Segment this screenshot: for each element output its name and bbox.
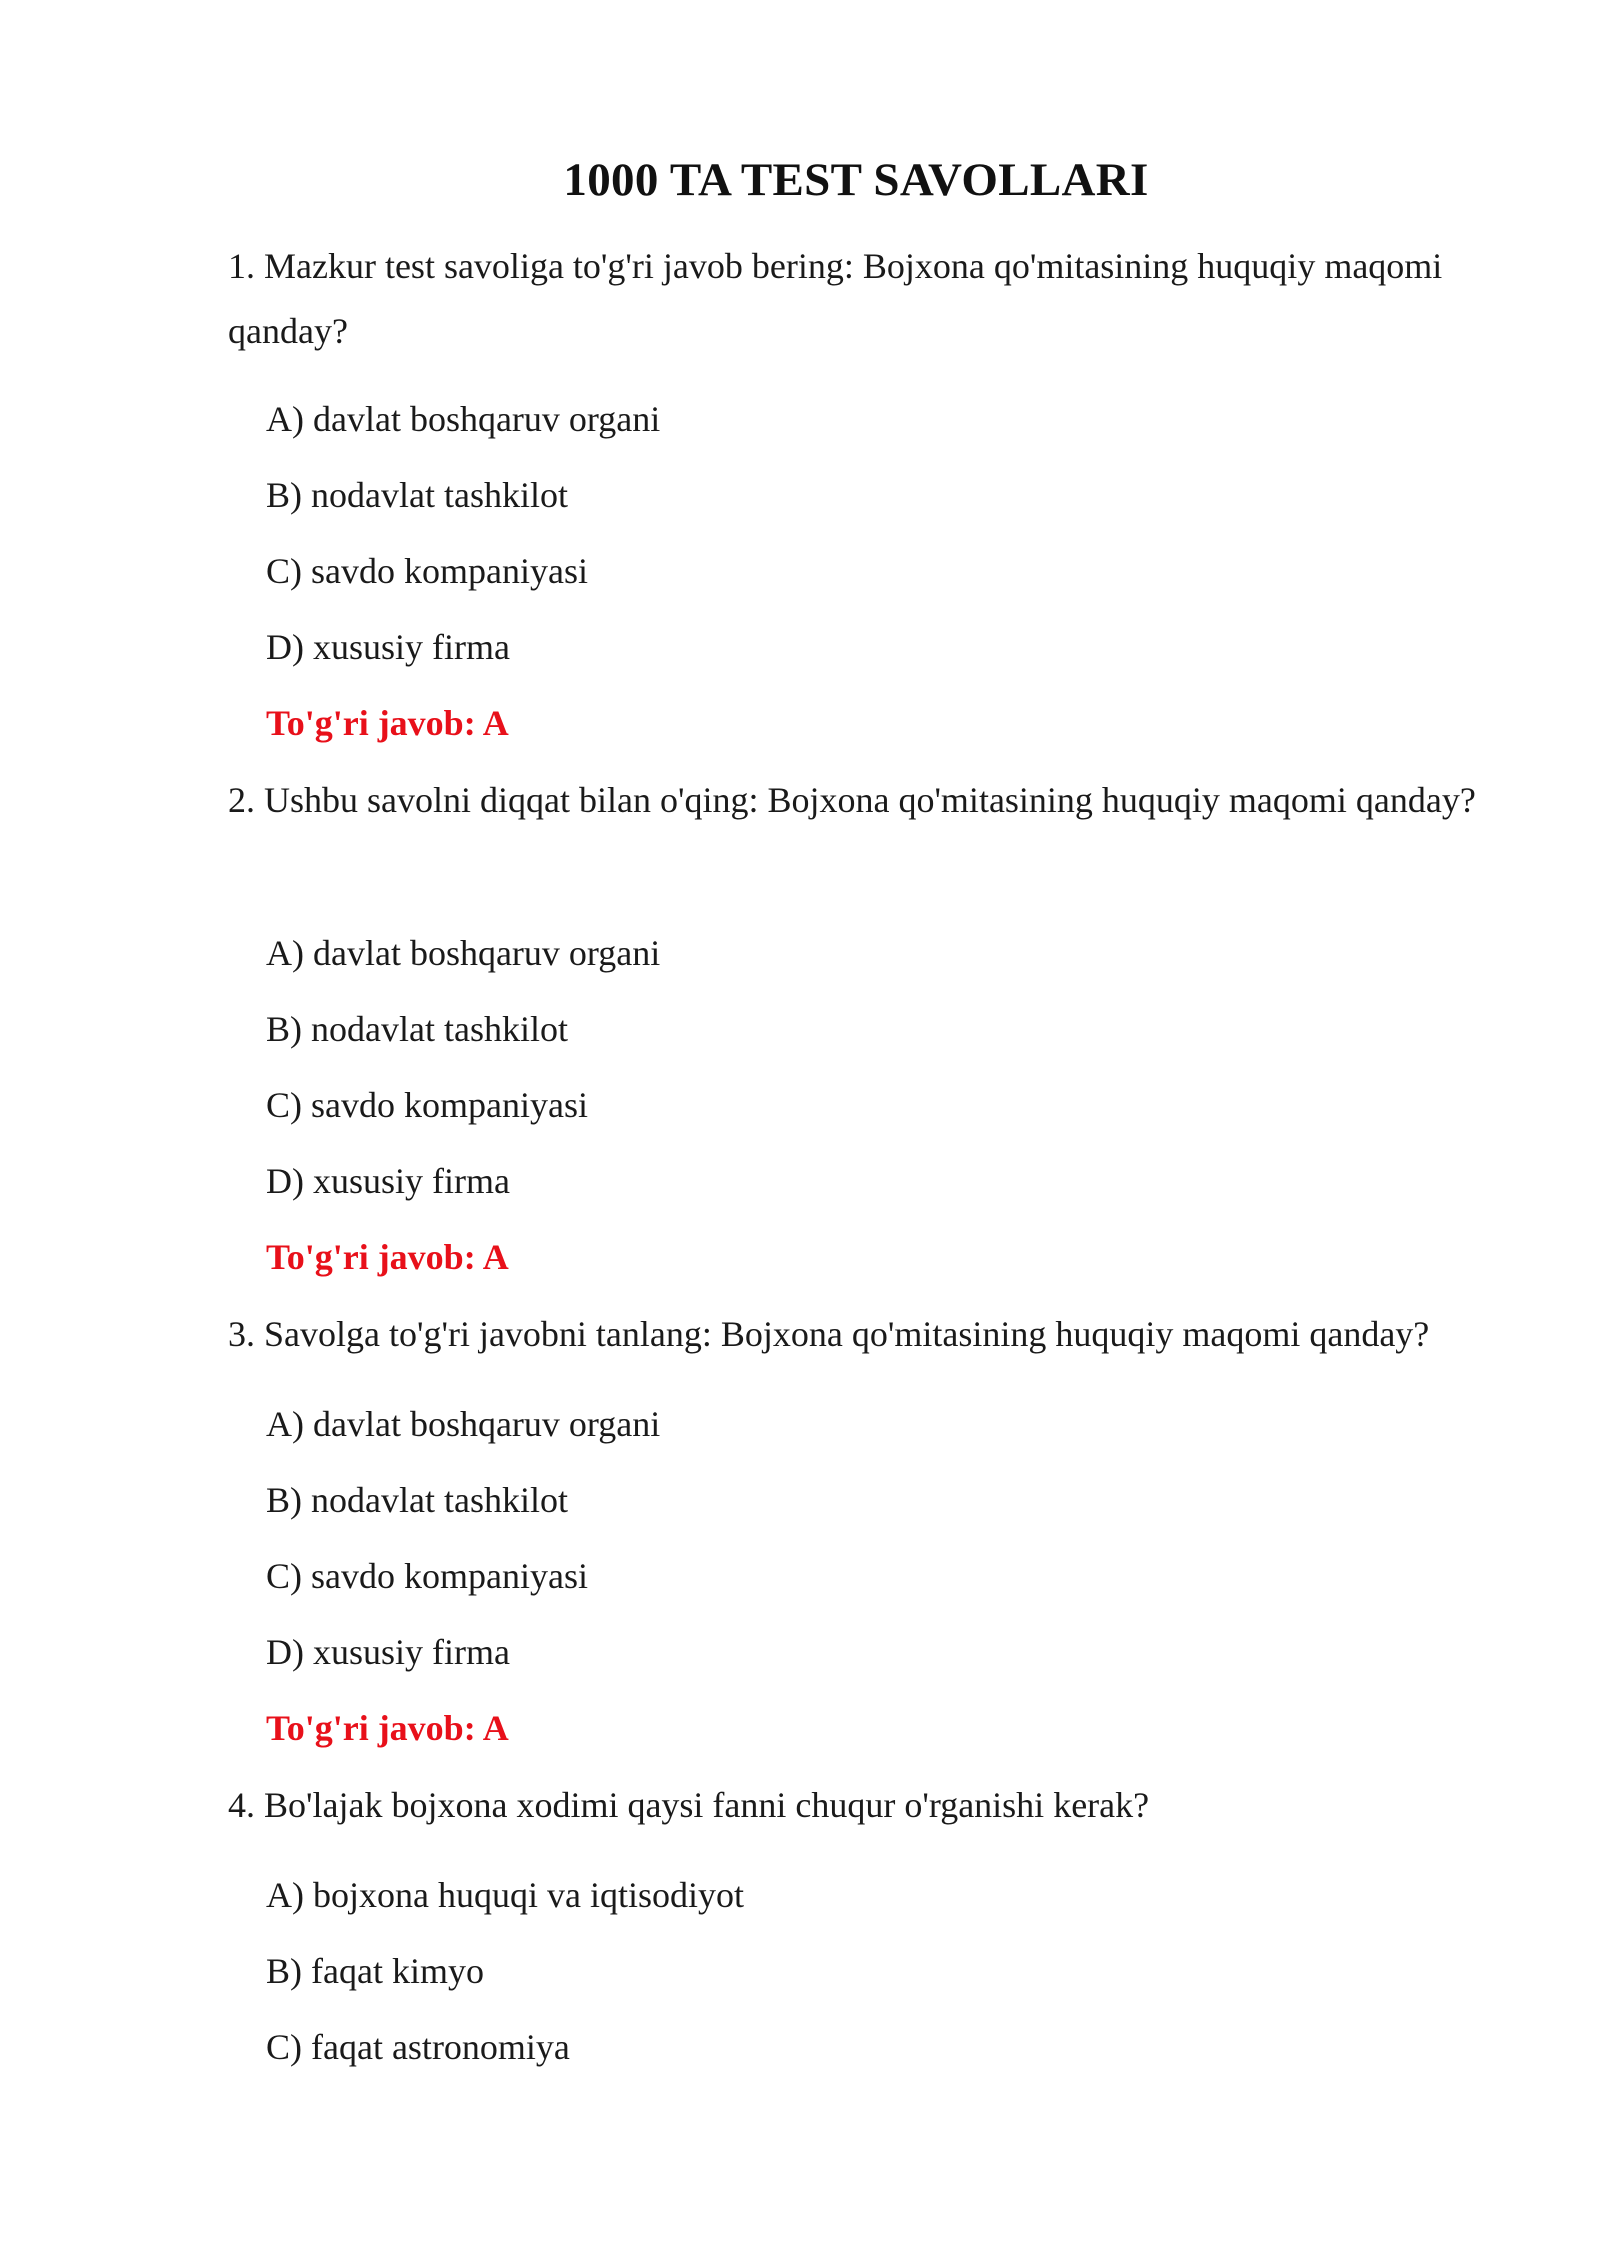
question-text: 4. Bo'lajak bojxona xodimi qaysi fanni chuqur o'rganishi kerak? (228, 1785, 1150, 1825)
question-text: 2. Ushbu savolni diqqat bilan o'qing: Bojxona qo'mitasining huquqiy maqomi qanday? (228, 780, 1476, 820)
answer-option: A) davlat boshqaruv organi (266, 399, 661, 439)
answer-option: B) nodavlat tashkilot (266, 1480, 568, 1520)
question-text: 3. Savolga to'g'ri javobni tanlang: Bojxona qo'mitasining huquqiy maqomi qanday? (228, 1314, 1430, 1354)
answer-option: A) davlat boshqaruv organi (266, 933, 661, 973)
answer-option: B) nodavlat tashkilot (266, 1009, 568, 1049)
answer-option: C) faqat astronomiya (266, 2027, 570, 2067)
answer-option: D) xususiy firma (266, 627, 510, 667)
answer-option: C) savdo kompaniyasi (266, 1085, 588, 1125)
answer-option: D) xususiy firma (266, 1632, 510, 1672)
question-text: 1. Mazkur test savoliga to'g'ri javob bering: Bojxona qo'mitasining huquqiy maqomi qanday? (228, 246, 1443, 351)
correct-answer: To'g'ri javob: A (266, 1237, 509, 1277)
document-title: 1000 TA TEST SAVOLLARI (563, 154, 1149, 206)
answer-option: B) nodavlat tashkilot (266, 475, 568, 515)
correct-answer: To'g'ri javob: A (266, 703, 509, 743)
answer-option: B) faqat kimyo (266, 1951, 484, 1991)
answer-option: C) savdo kompaniyasi (266, 1556, 588, 1596)
answer-option: A) davlat boshqaruv organi (266, 1404, 661, 1444)
answer-option: A) bojxona huquqi va iqtisodiyot (266, 1875, 744, 1915)
answer-option: C) savdo kompaniyasi (266, 551, 588, 591)
answer-option: D) xususiy firma (266, 1161, 510, 1201)
correct-answer: To'g'ri javob: A (266, 1708, 509, 1748)
